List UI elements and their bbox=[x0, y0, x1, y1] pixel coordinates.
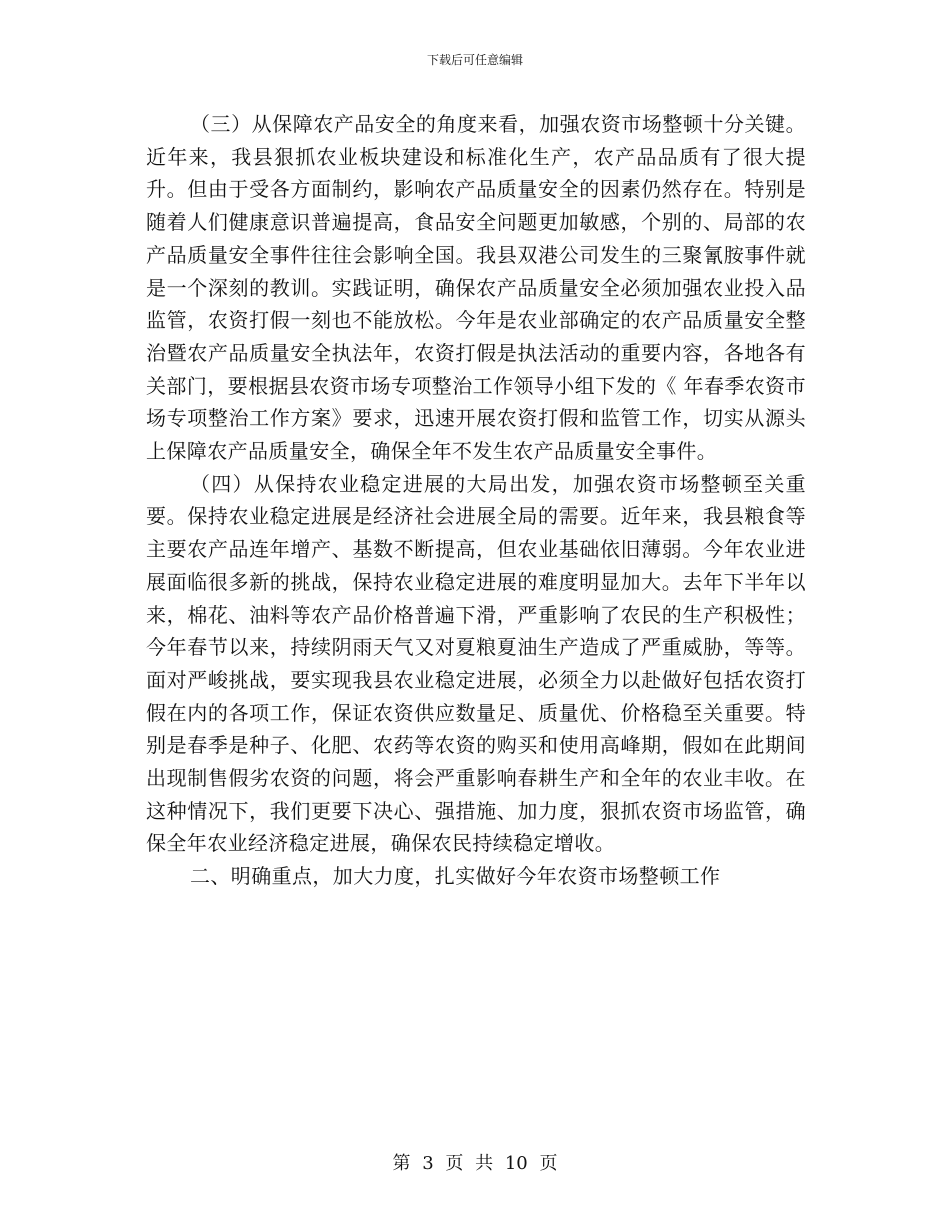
paragraph-3: （三）从保障农产品安全的角度来看，加强农资市场整顿十分关键。近年来，我县狠抓农业板块建设和标准化生产，农产品品质有了很大提升。但由于受各方面制约，影响农产品质量安全的因素仍然存在。特别是随着人们健康意识普遍提高，食品安全问题更加敏感，个别的、局部的农产品质量安全事件往往会影响全国。我县双港公司发生的三聚氰胺事件就是一个深刻的教训。实践证明，确保农产品质量安全必须加强农业投入品监管，农资打假一刻也不能放松。今年是农业部确定的农产品质量安全整治暨农产品质量安全执法年，农资打假是执法活动的重要内容，各地各有关部门，要根据县农资市场专项整治工作领导小组下发的《 年春季农资市场专项整治工作方案》要求，迅速开展农资打假和监管工作，切实从源头上保障农产品质量安全，确保全年不发生农产品质量安全事件。 bbox=[146, 112, 806, 464]
page-header: 下载后可任意编辑 bbox=[426, 53, 523, 67]
document-body bbox=[146, 108, 806, 893]
section-heading: 二、明确重点，加大力度，扎实做好今年农资市场整顿工作 bbox=[190, 864, 721, 889]
paragraph-4: （四）从保持农业稳定进展的大局出发，加强农资市场整顿至关重要。保持农业稳定进展是经济社会进展全局的需要。近年来，我县粮食等主要农产品连年增产、基数不断提高，但农业基础依旧薄弱。今年农业进展面临很多新的挑战，保持农业稳定进展的难度明显加大。去年下半年以来，棉花、油料等农产品价格普遍下滑，严重影响了农民的生产积极性；今年春节以来，持续阴雨天气又对夏粮夏油生产造成了严重威胁，等等。面对严峻挑战，要实现我县农业稳定进展，必须全力以赴做好包括农资打假在内的各项工作，保证农资供应数量足、质量优、价格稳至关重要。特别是春季是种子、化肥、农药等农资的购买和使用高峰期，假如在此期间出现制售假劣农资的问题，将会严重影响春耕生产和全年的农业丰收。在这种情况下，我们更要下决心、强措施、加力度，狠抓农资市场监管，确保全年农业经济稳定进展，确保农民持续稳定增收。 bbox=[146, 471, 806, 856]
page-number-footer: 第 3 页 共 10 页 bbox=[392, 1153, 558, 1174]
